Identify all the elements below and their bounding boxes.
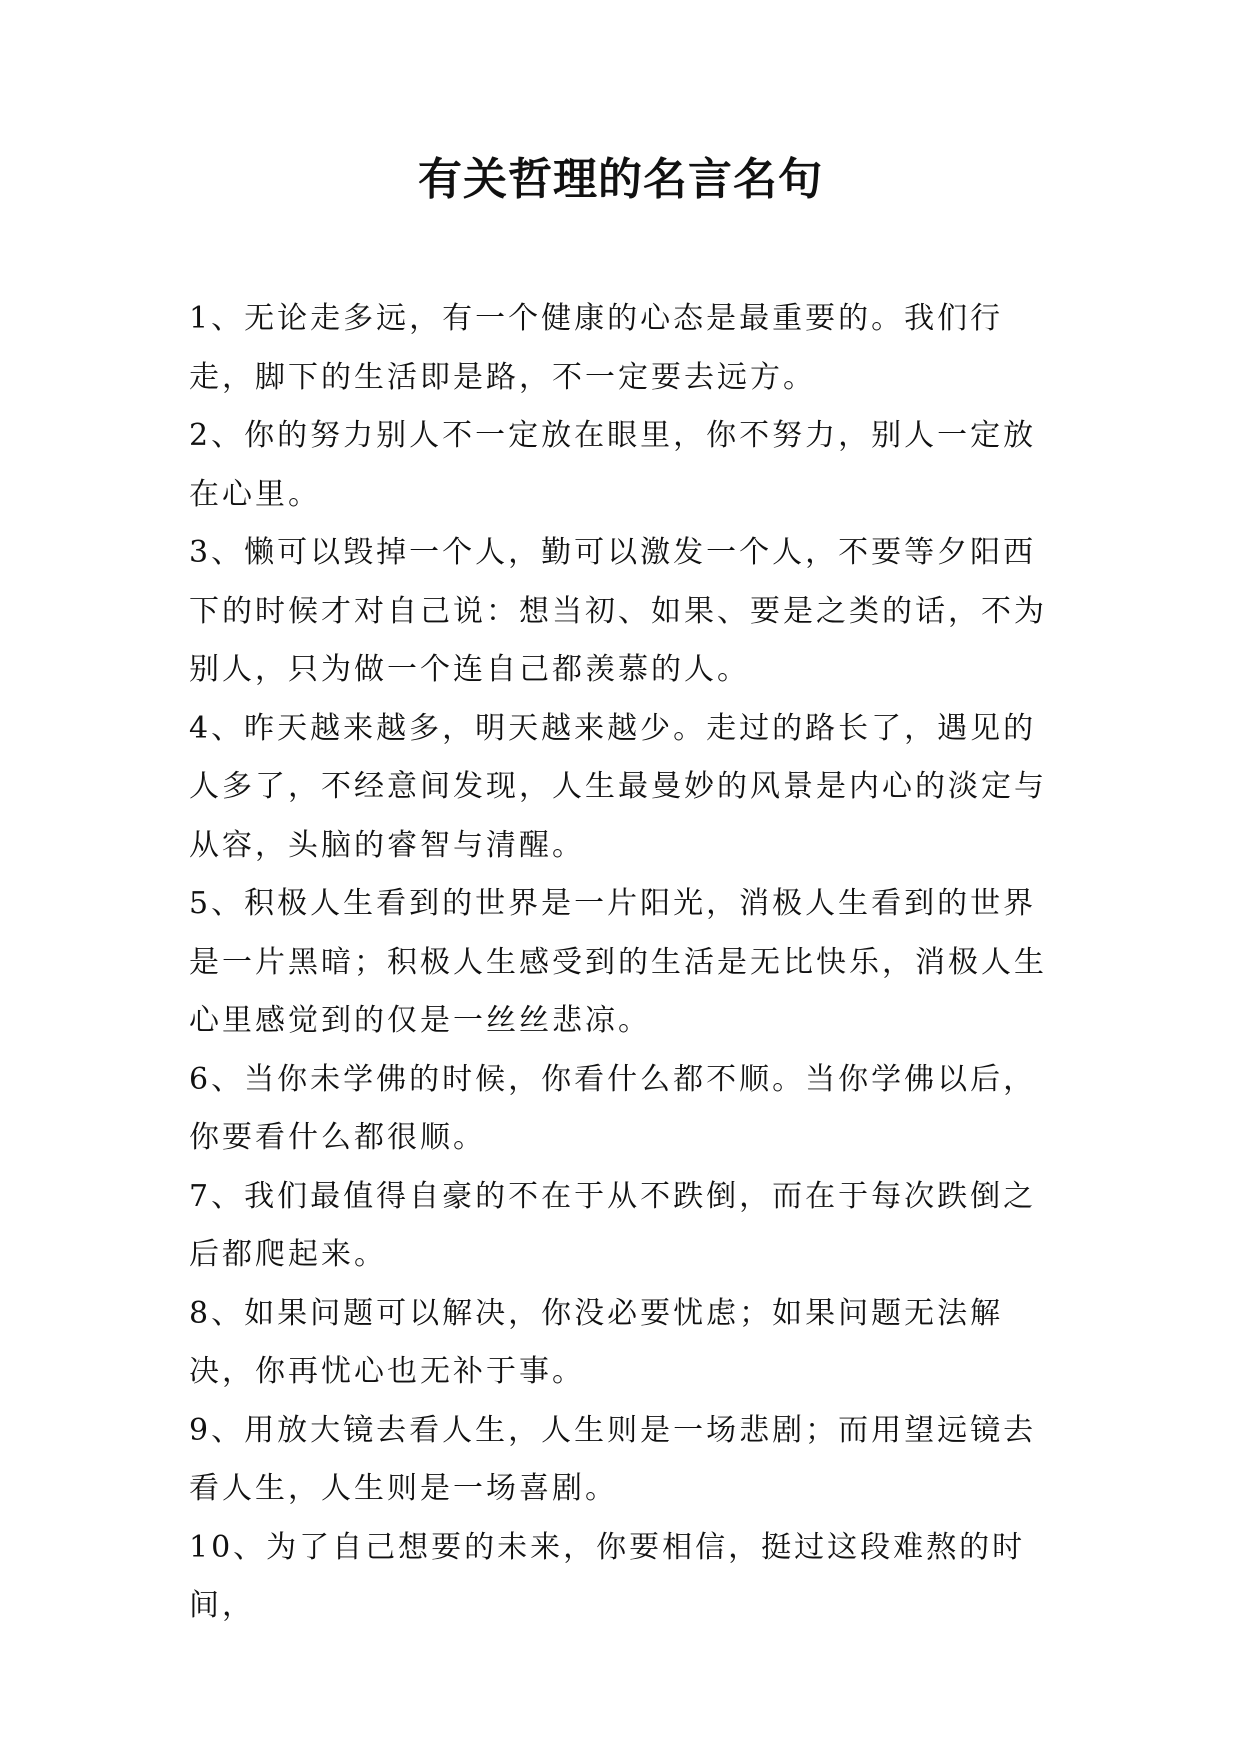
document-title: 有关哲理的名言名句 [418,154,823,205]
quote-paragraph-8: 8、如果问题可以解决，你没必要忧虑；如果问题无法解决，你再忧心也无补于事。 [189,1295,1004,1389]
quote-paragraph-7: 7、我们最值得自豪的不在于从不跌倒，而在于每次跌倒之后都爬起来。 [189,1178,1037,1272]
document-body [189,290,1069,1636]
quote-paragraph-6: 6、当你未学佛的时候，你看什么都不顺。当你学佛以后，你要看什么都很顺。 [189,1061,1037,1155]
quote-paragraph-2: 2、你的努力别人不一定放在眼里，你不努力，别人一定放在心里。 [189,418,1037,512]
quote-paragraph-3: 3、懒可以毁掉一个人，勤可以激发一个人，不要等夕阳西下的时候才对自己说：想当初、如果、要是之类的话，不为别人，只为做一个连自己都羡慕的人。 [189,535,1047,687]
quote-paragraph-5: 5、积极人生看到的世界是一片阳光，消极人生看到的世界是一片黑暗；积极人生感受到的生活是无比快乐，消极人生心里感觉到的仅是一丝丝悲凉。 [189,886,1047,1038]
quote-paragraph-1: 1、无论走多远，有一个健康的心态是最重要的。我们行走，脚下的生活即是路，不一定要去远方。 [189,301,1004,395]
quote-paragraph-4: 4、昨天越来越多，明天越来越少。走过的路长了，遇见的人多了，不经意间发现，人生最曼妙的风景是内心的淡定与从容，头脑的睿智与清醒。 [189,710,1047,863]
quote-paragraph-10: 10、为了自己想要的未来，你要相信，挺过这段难熬的时间， [189,1529,1026,1623]
quote-paragraph-9: 9、用放大镜去看人生，人生则是一场悲剧；而用望远镜去看人生，人生则是一场喜剧。 [189,1412,1037,1506]
